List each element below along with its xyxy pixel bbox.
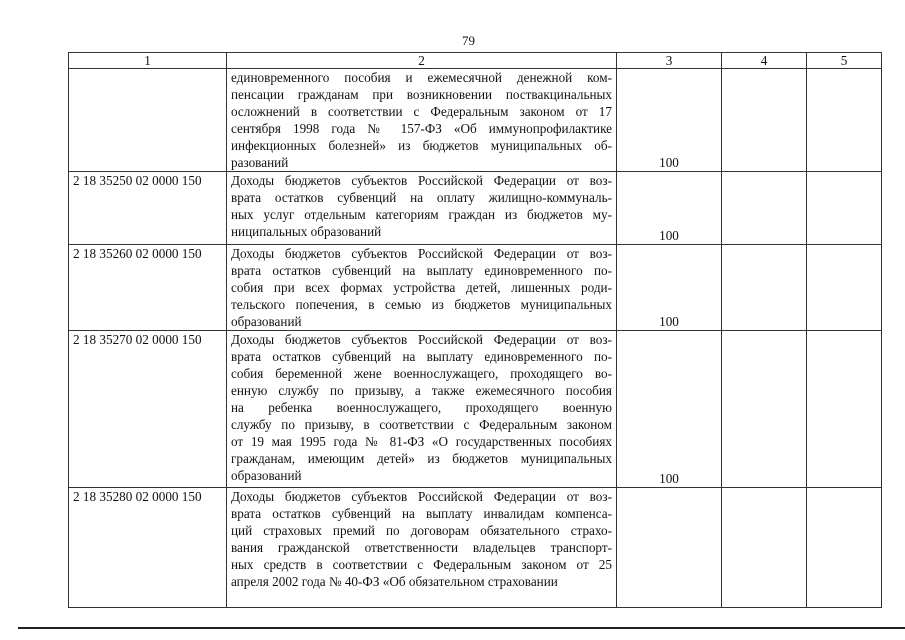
table-row [69,331,882,488]
description-line: службу по призыву, в соответствии с Федеральным законом [231,417,612,432]
budget-code: 2 18 35270 02 0000 150 [69,331,227,488]
table-row [69,172,882,245]
value-col-3 [617,488,722,608]
description-line: образований [231,314,302,329]
budget-code: 2 18 35260 02 0000 150 [69,245,227,331]
value-col-5 [807,331,882,488]
description-line: тельского попечения, в семью из бюджетов муниципальных [231,297,612,312]
description-line: образований [231,468,302,483]
description-line: енную службу по призыву, а также ежемесячного пособия [231,383,612,398]
description-line: Доходы бюджетов субъектов Российской Федерации от воз- [231,173,612,188]
description-line: ций страховых премий по договорам обязательного страхо- [231,523,612,538]
page-bottom-rule [18,627,905,629]
description-line: сентября 1998 года № 157-ФЗ «Об иммунопрофилактике [231,121,612,136]
description-line: ниципальных образований [231,224,382,239]
description-line: гражданам, имеющим детей» из бюджетов муниципальных [231,451,612,466]
value-col-4 [722,245,807,331]
description [227,172,617,245]
header-col-3: 3 [617,53,722,69]
value-col-3: 100 [617,69,722,172]
description [227,488,617,608]
header-row [69,53,882,69]
budget-code [69,69,227,172]
description-line: Доходы бюджетов субъектов Российской Федерации от воз- [231,489,612,504]
description [227,331,617,488]
value-col-4 [722,69,807,172]
value-col-5 [807,488,882,608]
description-line: от 19 мая 1995 года № 81-ФЗ «О государственных пособиях [231,434,612,449]
description-line: врата остатков субвенций на выплату инвалидам компенса- [231,506,612,521]
description-line: врата остатков субвенций на оплату жилищно-коммуналь- [231,190,612,205]
budget-code-table [68,52,882,608]
table-row [69,69,882,172]
description-line: врата остатков субвенций на выплату единовременного по- [231,263,612,278]
header-col-5: 5 [807,53,882,69]
description-line: собия при всех формах устройства детей, лишенных роди- [231,280,612,295]
page-number: 79 [462,33,475,48]
budget-code: 2 18 35250 02 0000 150 [69,172,227,245]
description-line: разований [231,155,289,170]
value-col-5 [807,172,882,245]
value-col-3: 100 [617,245,722,331]
value-col-5 [807,245,882,331]
description-line: инфекционных болезней» из бюджетов муниципальных об- [231,138,612,153]
description-line: единовременного пособия и ежемесячной денежной ком- [231,70,612,85]
description-line: Доходы бюджетов субъектов Российской Федерации от воз- [231,246,612,261]
description-line: ных услуг отдельным категориям граждан из бюджетов му- [231,207,612,222]
value-col-4 [722,331,807,488]
description-line: на ребенка военнослужащего, проходящего военную [231,400,612,415]
description-line: вания гражданской ответственности владельцев транспорт- [231,540,612,555]
value-col-4 [722,172,807,245]
table-row [69,488,882,608]
description [227,245,617,331]
table-row [69,245,882,331]
budget-code: 2 18 35280 02 0000 150 [69,488,227,608]
description-line: пенсации гражданам при возникновении поствакцинальных [231,87,612,102]
value-col-4 [722,488,807,608]
header-col-2: 2 [227,53,617,69]
description-line: ных средств в соответствии с Федеральным законом от 25 [231,557,612,572]
value-col-3: 100 [617,172,722,245]
description-line: апреля 2002 года № 40-ФЗ «Об обязательном страховании [231,574,558,589]
description [227,69,617,172]
description-line: врата остатков субвенций на выплату единовременного по- [231,349,612,364]
description-line: осложнений в соответствии с Федеральным законом от 17 [231,104,612,119]
header-col-1: 1 [69,53,227,69]
description-line: собия беременной жене военнослужащего, проходящего во- [231,366,612,381]
header-col-4: 4 [722,53,807,69]
description-line: Доходы бюджетов субъектов Российской Федерации от воз- [231,332,612,347]
value-col-3: 100 [617,331,722,488]
value-col-5 [807,69,882,172]
